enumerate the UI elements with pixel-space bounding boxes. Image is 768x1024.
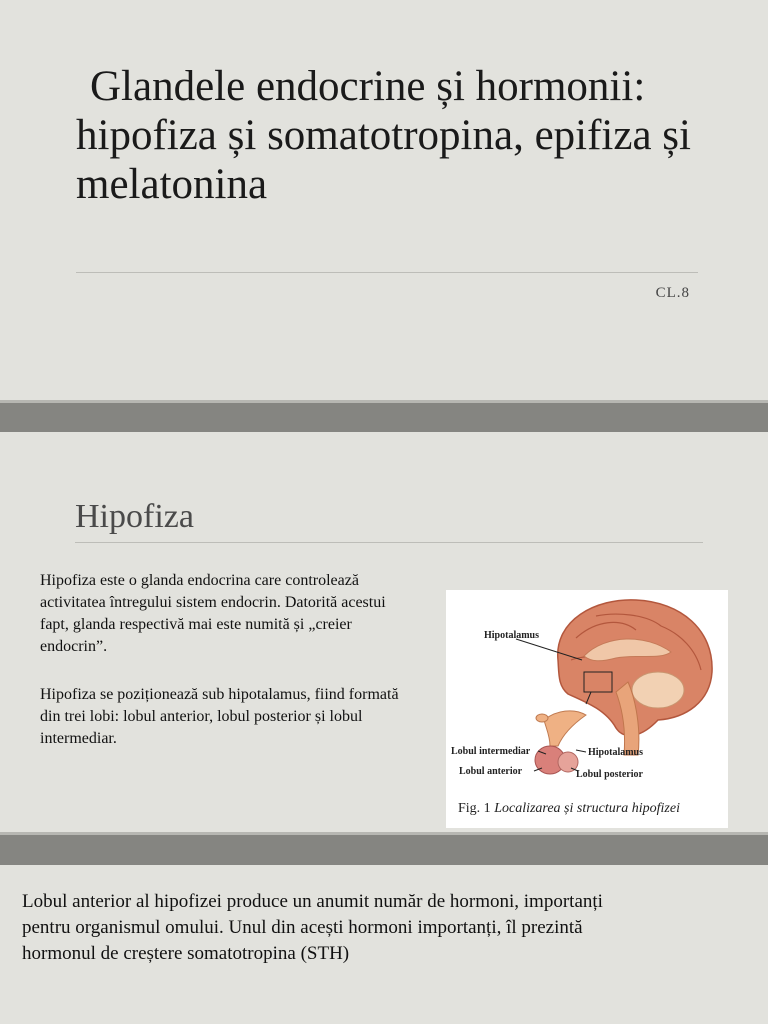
figure-caption [458,801,680,817]
slide-title: Glandele endocrine și hormonii: hipofiza și somatotropina, epifiza și melatonina [76,63,691,208]
heading-divider [75,542,703,543]
slide-heading: Hipofiza [75,498,194,535]
label-lobul-anterior: Lobul anterior [459,766,523,777]
title-divider [76,272,698,273]
brain-illustration [446,590,728,795]
anterior-lobe-slide [0,865,768,1024]
label-hipotalamus-top: Hipotalamus [484,630,540,641]
slide-separator [0,832,768,865]
paragraph-position: Hipofiza se poziționează sub hipotalamus, fiind formată din trei lobi: lobul anterior, lobul posterior și lobul intermediar. [40,686,399,747]
slide-separator [0,400,768,432]
hipofiza-slide [0,432,768,832]
posterior-lobe-shape [558,752,578,772]
label-lobul-intermediar: Lobul intermediar [451,746,531,757]
paragraph-intro: Hipofiza este o glanda endocrina care controlează activitatea întregului sistem endocrin. Datorită acestui fapt, glanda respectivă mai este numită și „creier endocrin”. [40,572,386,655]
label-hipotalamus-bottom: Hipotalamus [588,747,644,758]
cerebellum-shape [632,672,684,708]
pituitary-stalk [544,711,586,746]
caption-text: Localizarea și structura hipofizei [494,801,680,816]
caption-prefix: Fig. 1 [458,801,491,816]
title-slide [0,0,768,400]
label-lobul-posterior: Lobul posterior [576,769,643,780]
pituitary-figure [446,590,728,828]
paragraph-anterior-lobe: Lobul anterior al hipofizei produce un anumit număr de hormoni, importanți pentru organismul omului. Unul din acești hormoni importanți, îl prezintă hormonul de creștere somatotropina (STH) [22,891,603,964]
slide-subtitle: CL.8 [655,285,690,301]
